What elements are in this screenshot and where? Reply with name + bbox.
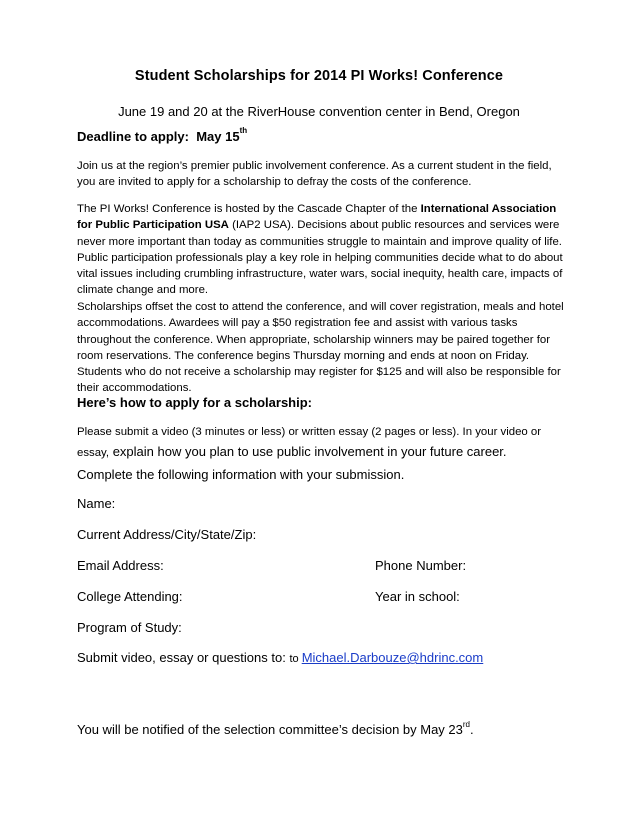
complete-instruction: Complete the following information with your submission. bbox=[77, 467, 405, 482]
host-text-after: (IAP2 USA). Decisions about public resources and services were never more important than today as communities struggle to maintain and improve quality of life. Public participation professionals play a key role in helping communities decide what to do about vital issues including crumbling infrastructure, water wars, social inequity, health care, impacts of climate change and more. bbox=[77, 219, 563, 297]
notify-text: You will be notified of the selection committee’s decision by May 23 bbox=[77, 722, 463, 737]
apply-text-small: Please submit a video (3 minutes or less) or written essay (2 pages or less). In your video or essay, bbox=[77, 426, 542, 459]
host-text-before: The PI Works! Conference is hosted by the Cascade Chapter of the bbox=[77, 203, 421, 215]
intro-paragraph: Join us at the region’s premier public involvement conference. As a current student in the field, you are invited to apply for a scholarship to defray the costs of the conference. bbox=[77, 160, 552, 189]
apply-paragraph bbox=[77, 421, 572, 463]
email-field-label: Email Address: bbox=[77, 558, 164, 573]
name-field-label: Name: bbox=[77, 496, 116, 511]
document-subtitle: June 19 and 20 at the RiverHouse convention center in Bend, Oregon bbox=[118, 104, 520, 119]
phone-field-label: Phone Number: bbox=[375, 558, 467, 573]
college-field-label: College Attending: bbox=[77, 589, 183, 604]
deadline-label: Deadline to apply: bbox=[77, 129, 189, 144]
deadline-line bbox=[77, 126, 248, 144]
apply-heading: Here’s how to apply for a scholarship: bbox=[77, 395, 313, 410]
address-field-label: Current Address/City/State/Zip: bbox=[77, 527, 257, 542]
host-paragraph bbox=[77, 201, 572, 299]
submit-line bbox=[77, 650, 483, 665]
deadline-date: May 15 bbox=[196, 129, 240, 144]
host-organization: International Association for Public Participation USA bbox=[77, 203, 557, 232]
scholarships-paragraph: Scholarships offset the cost to attend the conference, and will cover registration, meals and hotel accommodations. Awardees will pay a $50 registration fee and assist with various tasks throughout the conference. When appropriate, scholarship winners may be paired together for room reservations. The conference begins Thursday morning and ends at noon on Friday. Students who do not receive a scholarship may register for $125 and will also be responsible for their accommodations. bbox=[77, 301, 564, 395]
year-field-label: Year in school: bbox=[375, 589, 460, 604]
program-field-label: Program of Study: bbox=[77, 620, 182, 635]
deadline-suffix: th bbox=[239, 126, 248, 135]
document-title: Student Scholarships for 2014 PI Works! Conference bbox=[134, 68, 504, 84]
notification-line bbox=[77, 722, 474, 737]
contact-email-link[interactable]: Michael.Darbouze@hdrinc.com bbox=[301, 650, 484, 665]
submit-label: Submit video, essay or questions to: bbox=[77, 650, 290, 665]
submit-to: to bbox=[289, 653, 302, 665]
notify-end: . bbox=[470, 722, 474, 737]
notify-suffix: rd bbox=[462, 720, 471, 729]
apply-text-large: explain how you plan to use public involvement in your future career. bbox=[109, 444, 507, 459]
